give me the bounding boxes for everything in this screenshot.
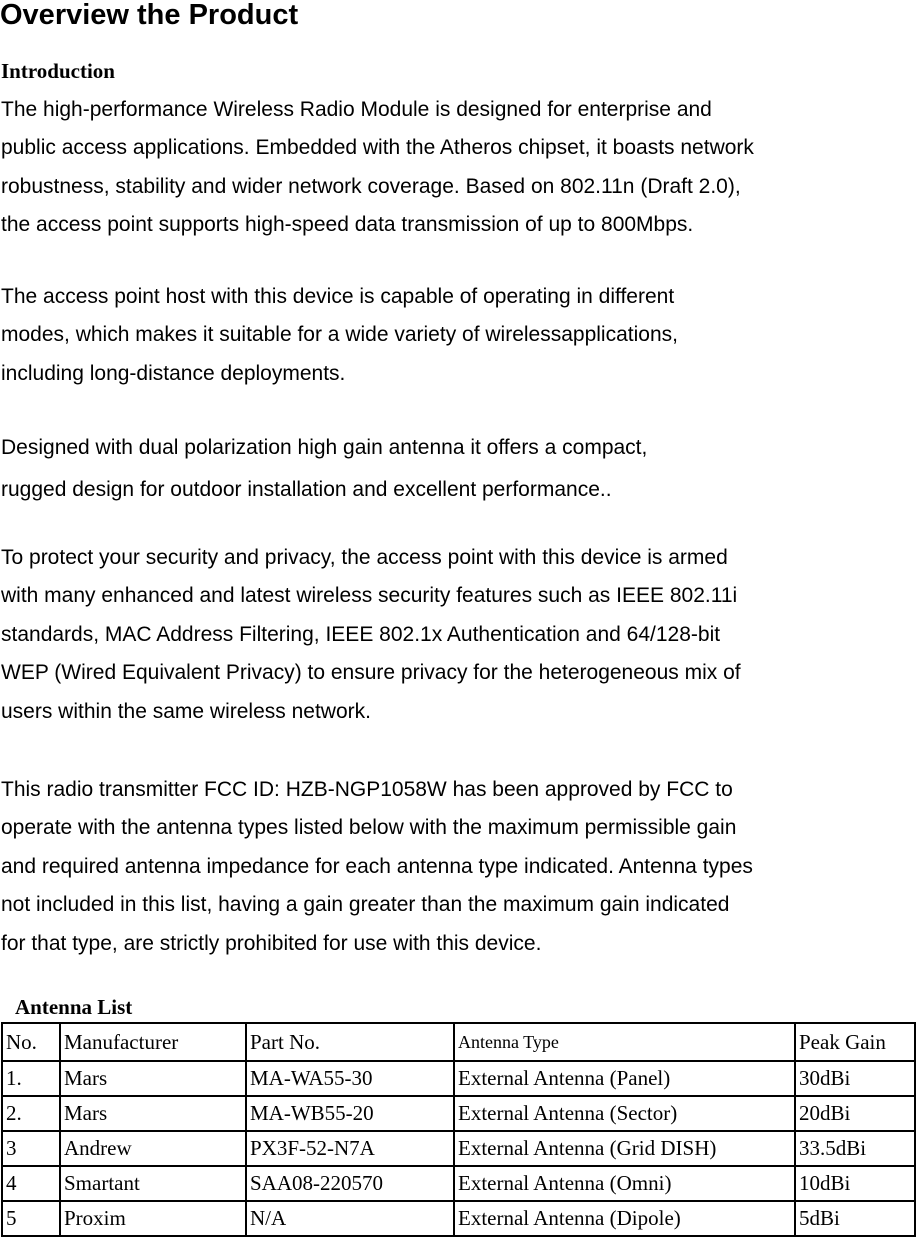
paragraph-security [1, 539, 741, 731]
antenna-list-caption: Antenna List [15, 995, 133, 1019]
text-line: The high-performance Wireless Radio Module is designed for enterprise and [1, 98, 712, 121]
cell-manufacturer: Andrew [60, 1131, 246, 1166]
text-line: with many enhanced and latest wireless security features such as IEEE 802.11i [1, 584, 738, 608]
cell-part-no: SAA08-220570 [246, 1166, 454, 1201]
cell-part-no: PX3F-52-N7A [246, 1131, 454, 1166]
text-line: and required antenna impedance for each antenna type indicated. Antenna types [1, 854, 753, 878]
cell-manufacturer: Proxim [60, 1201, 246, 1236]
antenna-list-table [1, 1022, 916, 1237]
text-line: This radio transmitter FCC ID: HZB-NGP1058W has been approved by FCC to [1, 778, 733, 801]
table-header-row [2, 1023, 915, 1061]
cell-no: 1. [2, 1061, 60, 1096]
cell-peak-gain: 30dBi [795, 1061, 915, 1096]
column-header-peak-gain: Peak Gain [795, 1023, 915, 1061]
text-line: WEP (Wired Equivalent Privacy) to ensure privacy for the heterogeneous mix of [1, 661, 741, 685]
cell-no: 5 [2, 1201, 60, 1236]
column-header-part-no: Part No. [246, 1023, 454, 1061]
column-header-antenna-type: Antenna Type [454, 1023, 795, 1061]
text-line: including long-distance deployments. [1, 361, 346, 385]
text-line: modes, which makes it suitable for a wide variety of wirelessapplications, [1, 323, 678, 347]
cell-manufacturer: Mars [60, 1096, 246, 1131]
text-line: operate with the antenna types listed below with the maximum permissible gain [1, 816, 737, 840]
cell-peak-gain: 5dBi [795, 1201, 915, 1236]
cell-peak-gain: 10dBi [795, 1166, 915, 1201]
cell-manufacturer: Smartant [60, 1166, 246, 1201]
cell-no: 3 [2, 1131, 60, 1166]
table-row [2, 1201, 915, 1236]
text-line: the access point supports high-speed data transmission of up to 800Mbps. [1, 213, 694, 237]
text-line: The access point host with this device is capable of operating in different [1, 285, 675, 308]
cell-antenna-type: External Antenna (Grid DISH) [454, 1131, 795, 1166]
paragraph-overview [1, 91, 754, 245]
table-row [2, 1131, 915, 1166]
text-line: not included in this list, having a gain greater than the maximum gain indicated [1, 893, 730, 917]
text-line: for that type, are strictly prohibited for use with this device. [1, 931, 542, 955]
table-row [2, 1166, 915, 1201]
cell-antenna-type: External Antenna (Omni) [454, 1166, 795, 1201]
section-heading-introduction: Introduction [1, 59, 115, 83]
text-line: users within the same wireless network. [1, 699, 371, 723]
text-line: public access applications. Embedded with the Atheros chipset, it boasts network [1, 136, 754, 160]
cell-part-no: MA-WB55-20 [246, 1096, 454, 1131]
table-row [2, 1061, 915, 1096]
table-row [2, 1096, 915, 1131]
text-line: To protect your security and privacy, the access point with this device is armed [1, 546, 728, 569]
cell-antenna-type: External Antenna (Panel) [454, 1061, 795, 1096]
text-line: rugged design for outdoor installation and excellent performance.. [1, 478, 612, 501]
text-line: robustness, stability and wider network coverage. Based on 802.11n (Draft 2.0), [1, 174, 741, 198]
cell-peak-gain: 33.5dBi [795, 1131, 915, 1166]
cell-manufacturer: Mars [60, 1061, 246, 1096]
cell-no: 4 [2, 1166, 60, 1201]
page-title: Overview the Product [0, 0, 299, 31]
cell-antenna-type: External Antenna (Dipole) [454, 1201, 795, 1236]
cell-peak-gain: 20dBi [795, 1096, 915, 1131]
text-line: standards, MAC Address Filtering, IEEE 802.1x Authentication and 64/128-bit [1, 622, 721, 646]
paragraph-operating-modes [1, 278, 678, 393]
cell-no: 2. [2, 1096, 60, 1131]
cell-antenna-type: External Antenna (Sector) [454, 1096, 795, 1131]
column-header-manufacturer: Manufacturer [60, 1023, 246, 1061]
paragraph-antenna-design [1, 427, 647, 511]
paragraph-fcc-statement [1, 771, 753, 963]
column-header-no: No. [2, 1023, 60, 1061]
cell-part-no: MA-WA55-30 [246, 1061, 454, 1096]
text-line: Designed with dual polarization high gain antenna it offers a compact, [1, 436, 648, 459]
cell-part-no: N/A [246, 1201, 454, 1236]
